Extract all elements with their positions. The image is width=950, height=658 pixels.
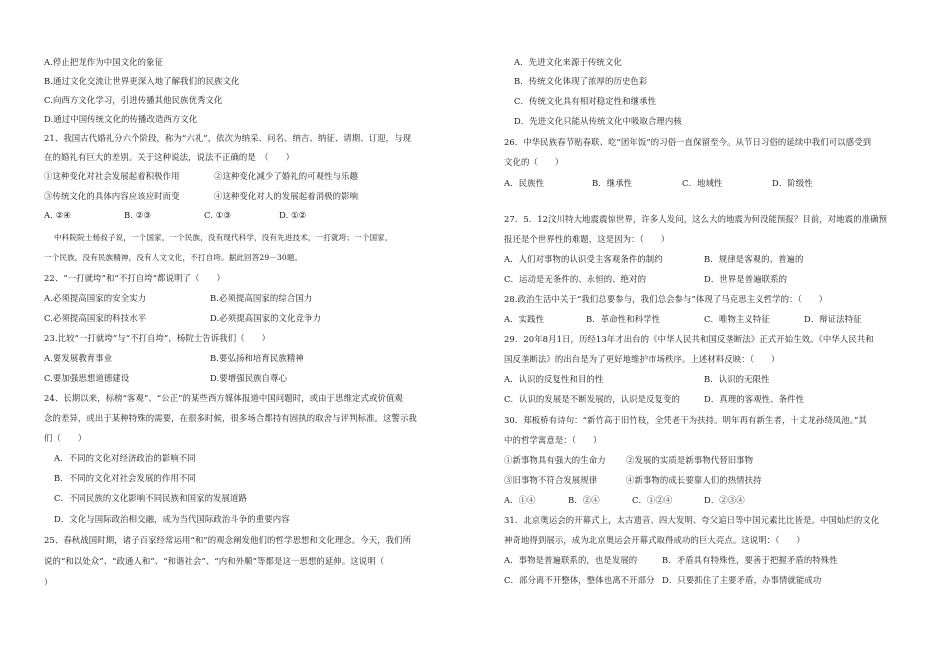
q27-option-d: D．世界是普遍联系的 bbox=[704, 274, 788, 284]
q22-option-c: C.必须提高国家的科技水平 bbox=[44, 313, 147, 323]
q21-option-c: C. ①③ bbox=[204, 210, 231, 220]
q24-option-a: A．不同的文化对经济政治的影响不同 bbox=[54, 453, 196, 463]
q24-option-d: D．文化与国际政治相交融，成为当代国际政治斗争的重要内容 bbox=[54, 514, 290, 524]
q27-option-a: A．人们对事物的认识受主客观条件的制约 bbox=[504, 254, 663, 264]
q23-option-b: B.要弘扬和培育民族精神 bbox=[210, 353, 304, 363]
q25-stem-line1: 25、春秋战国时期，诸子百家经常运用“和”的观念阐发他们的哲学思想和文化理念。今天，我们所 bbox=[44, 535, 412, 545]
q25-option-b: B．传统文化体现了浓厚的历史色彩 bbox=[514, 76, 648, 86]
q21-stem-line1: 21、我国古代婚礼分六个阶段，称为“六礼”，依次为纳采、问名、纳吉、纳征、请期、订迎，与现 bbox=[44, 133, 412, 143]
q31-option-a: A．事物是普遍联系的，也是发展的 bbox=[504, 555, 638, 565]
q25-stem-line2: 说的“和以处众”、“政通人和”、“和谐社会”、“内和外顺”等都是这一思想的延伸。这说明（ bbox=[44, 556, 385, 566]
q30-statement-3: ③旧事物不符合发展规律 bbox=[504, 475, 598, 485]
q30-option-a: A．①④ bbox=[504, 495, 536, 505]
q31-option-d: D．只要抓住了主要矛盾，办事情就能成功 bbox=[662, 575, 822, 585]
q22-option-d: D.必须提高国家的文化竞争力 bbox=[210, 313, 321, 323]
left-column bbox=[44, 0, 484, 658]
q21-statement-3: ③传统文化的具体内容应该应时而变 bbox=[44, 191, 180, 201]
q20-option-d: D.通过中国传统文化的传播改造西方文化 bbox=[44, 114, 198, 124]
q31-option-c: C．部分离不开整体，整体也离不开部分 bbox=[504, 575, 655, 585]
q31-option-b: B．矛盾具有特殊性，要善于把握矛盾的特殊性 bbox=[662, 555, 838, 565]
q26-option-a: A．民族性 bbox=[504, 178, 545, 188]
q23-option-c: C.要加强思想道德建设 bbox=[44, 373, 130, 383]
q29-option-c: C．认识的发展是不断发展的，认识是反复变的 bbox=[504, 394, 681, 404]
q23-option-a: A.要发展教育事业 bbox=[44, 353, 113, 363]
q21-option-d: D. ①② bbox=[279, 210, 307, 220]
material-line2: 一个民族，没有民族精神，没有人文文化，不打自垮。据此回答29－30题。 bbox=[44, 253, 303, 262]
q25-stem-line3: ） bbox=[44, 577, 53, 587]
q21-option-b: B. ②③ bbox=[124, 210, 151, 220]
q30-statement-4: ④新事物的成长要靠人们的热情扶持 bbox=[626, 475, 762, 485]
q21-statement-2: ②这种变化减少了婚礼的可观性与乐趣 bbox=[214, 171, 359, 181]
right-column bbox=[504, 0, 944, 658]
q24-option-c: C．不同民族的文化影响不同民族和国家的发展道路 bbox=[54, 493, 247, 503]
q30-stem-line1: 30．郑板桥有诗句：“新竹高于旧竹枝，全凭老干为扶持。明年再有新生者，十丈龙孙绕凤池。”其 bbox=[504, 415, 867, 425]
q28-option-a: A．实践性 bbox=[504, 314, 545, 324]
q26-option-d: D．阶级性 bbox=[772, 178, 813, 188]
q27-stem-line2: 报还是个世界性的难题，这是因为：（ ） bbox=[504, 234, 670, 244]
q25-option-d: D．先进文化只能从传统文化中吸取合理内核 bbox=[514, 116, 682, 126]
q28-stem: 28.政治生活中关于“我们总要参与，我们总会参与”体现了马克思主义哲学的：（ ） bbox=[504, 294, 828, 304]
q28-option-b: B．革命性和科学性 bbox=[586, 314, 661, 324]
q22-option-a: A.必须提高国家的安全实力 bbox=[44, 293, 147, 303]
q25-option-a: A．先进文化来源于传统文化 bbox=[514, 57, 622, 67]
q24-option-b: B．不同的文化对社会发展的作用不同 bbox=[54, 473, 196, 483]
q20-option-a: A.停止把龙作为中国文化的象征 bbox=[44, 57, 164, 67]
q26-option-b: B．继承性 bbox=[592, 178, 633, 188]
q21-stem-line2: 在的婚礼有巨大的差别。关于这种说法，说法不正确的是 （ ） bbox=[44, 152, 295, 162]
q21-option-a: A. ②④ bbox=[44, 210, 71, 220]
q26-stem-line2: 文化的（ ） bbox=[504, 157, 564, 167]
q20-option-b: B.通过文化交流让世界更深入地了解我们的民族文化 bbox=[44, 76, 240, 86]
q30-statement-2: ②发展的实质是新事物代替旧事物 bbox=[626, 455, 754, 465]
q29-option-a: A．认识的反复性和目的性 bbox=[504, 374, 604, 384]
q29-option-d: D．真理的客观性、条件性 bbox=[704, 394, 805, 404]
q26-option-c: C．地域性 bbox=[682, 178, 723, 188]
q22-stem: 22、“一打就垮”和“不打自垮”都说明了（ ） bbox=[44, 273, 225, 283]
q26-stem-line1: 26．中华民族春节贴春联、吃“团年饭”的习俗一直保留至今。从节日习俗的延续中我们可以感受到 bbox=[504, 137, 872, 147]
q30-option-b: B．②④ bbox=[568, 495, 600, 505]
q21-statement-1: ①这种变化对社会发展起着积极作用 bbox=[44, 171, 180, 181]
q24-stem-line1: 24、长期以来，标榜“客观”、“公正”的某些西方媒体报道中国问题时，或由于思维定式或价值观 bbox=[44, 393, 403, 403]
q24-stem-line3: 们（ ） bbox=[44, 433, 87, 443]
q30-statement-1: ①新事物具有强大的生命力 bbox=[504, 455, 606, 465]
q27-stem-line1: 27．5．12汶川特大地震震惊世界，许多人发问，这么大的地震为何没能预报？目前，对地震的准确预 bbox=[504, 214, 888, 224]
q28-option-d: D．辩证法特征 bbox=[804, 314, 862, 324]
q30-option-d: D．②③④ bbox=[704, 495, 745, 505]
q28-option-c: C．唯物主义特征 bbox=[704, 314, 770, 324]
q23-stem: 23.比较“一打就垮”与“不打自垮”，杨院士告诉我们（ ） bbox=[44, 333, 271, 343]
q31-stem-line1: 31．北京奥运会的开幕式上，太古遗音、四大发明、夸父追日等中国元素比比皆是。中国灿烂的文化 bbox=[504, 515, 880, 525]
q30-option-c: C．①②④ bbox=[632, 495, 673, 505]
q31-stem-line2: 神奇地得到展示，成为北京奥运会开幕式取得成功的巨大亮点。这说明：（ ） bbox=[504, 535, 805, 545]
q27-option-b: B．规律是客观的、普遍的 bbox=[704, 254, 804, 264]
q24-stem-line2: 念的差异，或出于某种特殊的需要，在很多时候，很多场合都持有固执的取舍与评判标准。这警示我 bbox=[44, 413, 417, 423]
q29-stem-line2: 国反垄断法》的出台是为了更好地维护市场秩序。上述材料反映：（ ） bbox=[504, 354, 780, 364]
q27-option-c: C．运动是无条件的、永恒的、绝对的 bbox=[504, 274, 647, 284]
q20-option-c: C.向西方文化学习，引进传播其他民族优秀文化 bbox=[44, 95, 223, 105]
q21-statement-4: ④这种变化对人的发展起着消极的影响 bbox=[214, 191, 359, 201]
q29-option-b: B．认识的无限性 bbox=[704, 374, 770, 384]
q30-stem-line2: 中的哲学寓意是：（ ） bbox=[504, 435, 602, 445]
q25-option-c: C．传统文化具有相对稳定性和继承性 bbox=[514, 96, 657, 106]
q23-option-d: D.要增强民族自尊心 bbox=[210, 373, 288, 383]
q22-option-b: B.必须提高国家的综合国力 bbox=[210, 293, 313, 303]
material-line1: 中科院院士杨叔子说，一个国家，一个民族，没有现代科学，没有先进技术，一打就垮；一个国家， bbox=[54, 233, 393, 242]
q29-stem-line1: 29．20年8月1日，历经13年才出台的《中华人民共和国反垄断法》正式开始生效。《中华人民共和 bbox=[504, 334, 874, 344]
